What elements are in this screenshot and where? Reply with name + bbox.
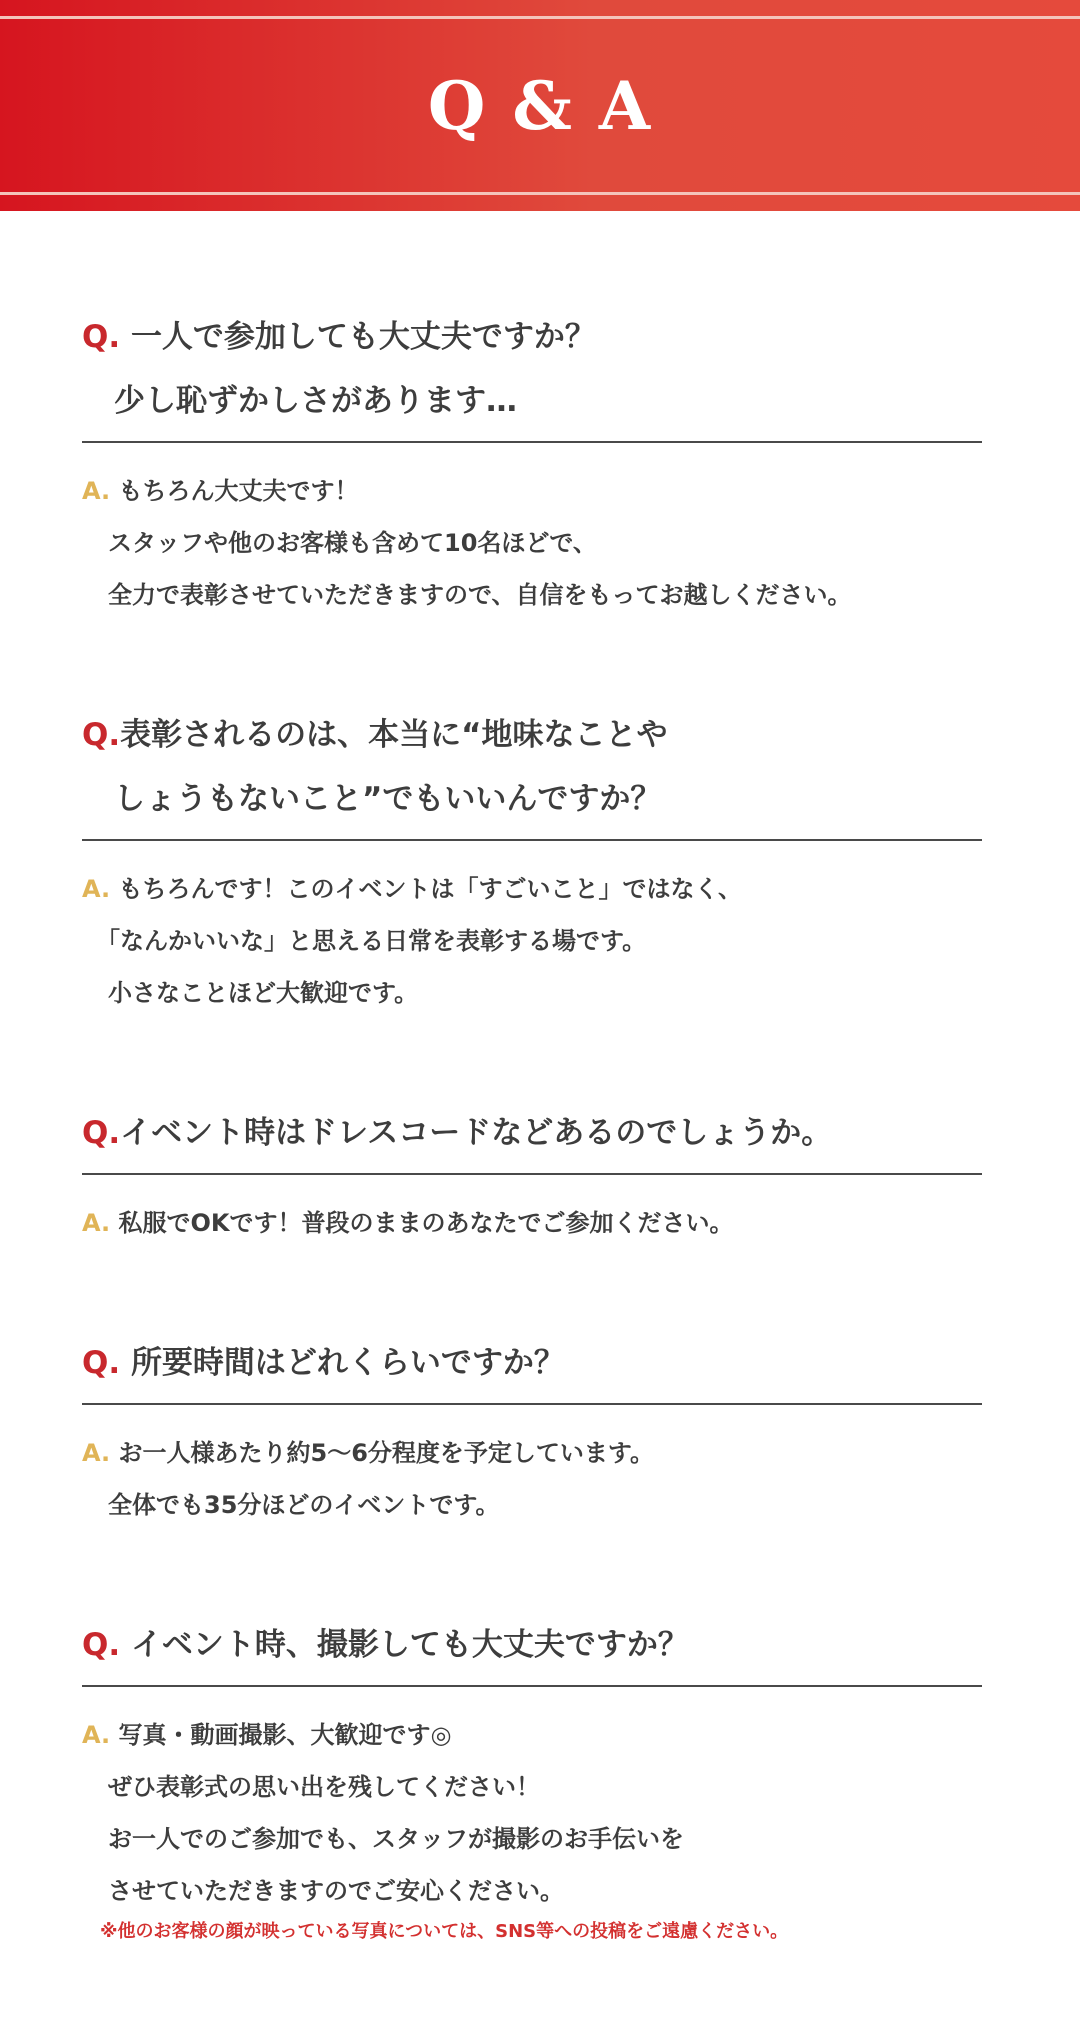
qa-item [82,1101,982,1249]
answer-mark: A. [82,1439,111,1467]
question [82,1613,982,1687]
qa-item [82,1613,982,1947]
qa-item [82,1331,982,1531]
answer-text: 「なんかいいな」と思える日常を表彰する場です。 [96,927,647,955]
qa-item [82,305,982,621]
answer-mark: A. [82,477,111,505]
answer [82,465,982,621]
question-text: イベント時、撮影しても大丈夫ですか？ [130,1627,689,1663]
answer [82,1709,982,1947]
answer-mark: A. [82,1721,111,1749]
answer-text: お一人様あたり約5〜6分程度を予定しています。 [118,1439,654,1467]
answer-text: スタッフや他のお客様も含めて10名ほどで、 [108,529,597,557]
photo-posting-note: ※他のお客様の顔が映っている写真については、SNS等への投稿をご遠慮ください。 [100,1921,789,1942]
page-title: Q & A [427,67,653,145]
qa-list [82,305,982,2029]
answer-text: もちろんです！このイベントは「すごいこと」ではなく、 [118,875,743,903]
header-banner [0,0,1080,211]
question-text: 所要時間はどれくらいですか？ [130,1345,565,1381]
header-top-rule [0,16,1080,19]
question-mark: Q. [82,1115,121,1151]
question-text: 一人で参加しても大丈夫ですか？ [130,319,596,355]
answer-mark: A. [82,875,111,903]
question [82,305,982,443]
question-text: しょうもないこと”でもいいんですか？ [114,781,662,817]
header-bottom-rule [0,192,1080,195]
question-mark: Q. [82,717,121,753]
answer [82,863,982,1019]
answer-text: お一人でのご参加でも、スタッフが撮影のお手伝いを [108,1825,684,1853]
qa-item [82,703,982,1019]
question-mark: Q. [82,1345,121,1381]
question [82,703,982,841]
question-mark: Q. [82,319,121,355]
answer-text: 全力で表彰させていただきますので、自信をもってお越しください。 [108,581,852,609]
question-text: 表彰されるのは、本当に“地味なことや [120,717,668,753]
answer-text: ぜひ表彰式の思い出を残してください！ [108,1773,540,1801]
question [82,1101,982,1175]
answer-text: 私服でOKです！普段のままのあなたでご参加ください。 [118,1209,734,1237]
question [82,1331,982,1405]
answer [82,1427,982,1531]
answer-text: 小さなことほど大歓迎です。 [108,979,419,1007]
answer-text: 全体でも35分ほどのイベントです。 [108,1491,500,1519]
question-text: 少し恥ずかしさがあります… [114,383,517,419]
answer-text: 写真・動画撮影、大歓迎です◎ [118,1721,452,1749]
answer-mark: A. [82,1209,111,1237]
question-mark: Q. [82,1627,121,1663]
answer-text: させていただきますのでご安心ください。 [108,1877,564,1905]
question-text: イベント時はドレスコードなどあるのでしょうか。 [120,1115,833,1151]
answer [82,1197,982,1249]
answer-text: もちろん大丈夫です！ [118,477,359,505]
